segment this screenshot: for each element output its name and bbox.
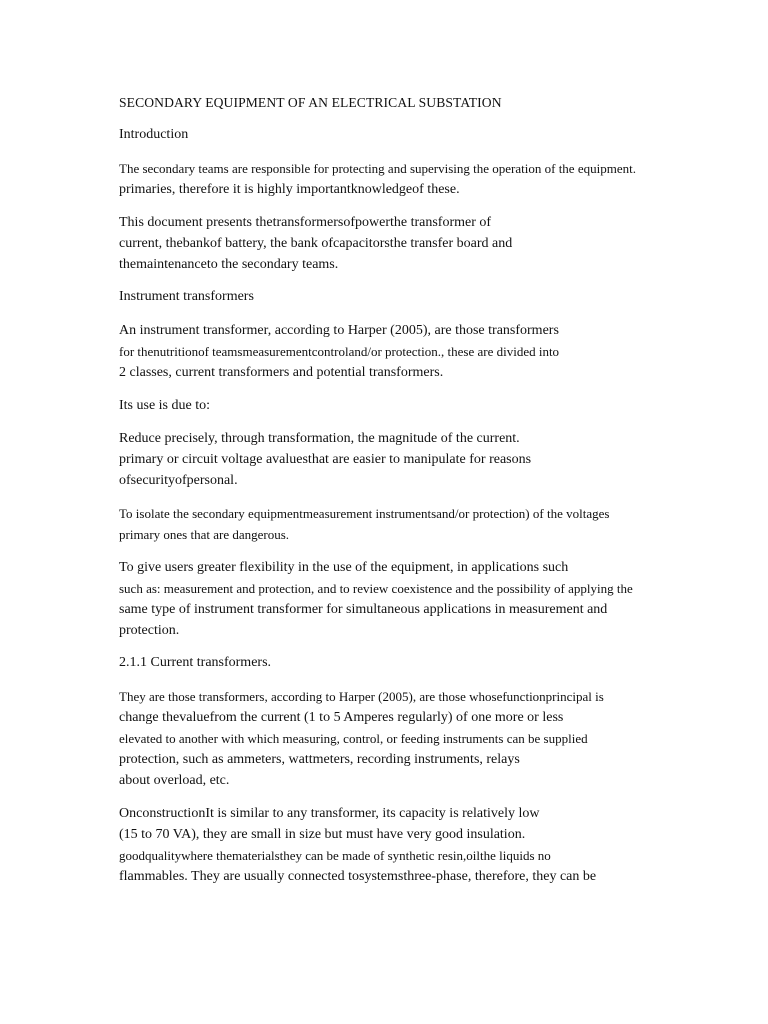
paragraph-line: ofsecurityofpersonal. [119,473,238,488]
paragraph-line: (15 to 70 VA), they are small in size but must have very good insulation. [119,827,526,842]
section-heading-current-transformers: 2.1.1 Current transformers. [119,655,272,670]
paragraph-5 [119,428,709,491]
paragraph-8 [119,686,709,791]
paragraph-line: primaries, therefore it is highly importantknowledgeof these. [119,182,460,197]
paragraph-line: 2 classes, current transformers and potential transformers. [119,365,444,380]
paragraph-6 [119,503,709,545]
paragraph-2 [119,212,709,275]
paragraph-line: protection. [119,623,180,638]
paragraph-9 [119,803,709,887]
paragraph-line: such as: measurement and protection, and to review coexistence and the possibility of applying the [119,581,633,596]
paragraph-line: primary ones that are dangerous. [119,527,290,542]
section-heading-introduction: Introduction [119,127,189,142]
paragraph-line: Reduce precisely, through transformation, the magnitude of the current. [119,431,520,446]
document-body [119,94,709,899]
paragraph-line: To give users greater flexibility in the use of the equipment, in applications such [119,560,569,575]
paragraph-line: The secondary teams are responsible for protecting and supervising the operation of the equipment. [119,161,636,176]
paragraph-line: primary or circuit voltage avaluesthat are easier to manipulate for reasons [119,452,532,467]
paragraph-line: Its use is due to: [119,398,210,413]
document-title: SECONDARY EQUIPMENT OF AN ELECTRICAL SUBSTATION [119,95,502,110]
paragraph-line: They are those transformers, according to Harper (2005), are those whosefunctionprincipal is [119,689,604,704]
paragraph-line: for thenutritionof teamsmeasurementcontroland/or protection., these are divided into [119,344,560,359]
paragraph-line: OnconstructionIt is similar to any transformer, its capacity is relatively low [119,806,540,821]
paragraph-4 [119,395,709,416]
paragraph-line: To isolate the secondary equipmentmeasurement instrumentsand/or protection) of the voltages [119,506,610,521]
paragraph-line: An instrument transformer, according to Harper (2005), are those transformers [119,323,559,338]
paragraph-line: themaintenanceto the secondary teams. [119,257,339,272]
paragraph-1 [119,158,709,200]
paragraph-line: goodqualitywhere thematerialsthey can be made of synthetic resin,oilthe liquids no [119,848,551,863]
paragraph-line: elevated to another with which measuring, control, or feeding instruments can be supplied [119,731,588,746]
paragraph-line: This document presents thetransformersofpowerthe transformer of [119,215,492,230]
paragraph-line: change thevaluefrom the current (1 to 5 Amperes regularly) of one more or less [119,710,564,725]
paragraph-7 [119,557,709,641]
paragraph-line: flammables. They are usually connected tosystemsthree-phase, therefore, they can be [119,869,597,884]
section-heading-instrument-transformers: Instrument transformers [119,289,254,304]
paragraph-line: protection, such as ammeters, wattmeters, recording instruments, relays [119,752,520,767]
paragraph-3 [119,320,709,383]
paragraph-line: current, thebankof battery, the bank ofcapacitorsthe transfer board and [119,236,513,251]
paragraph-line: same type of instrument transformer for simultaneous applications in measurement and [119,602,608,617]
paragraph-line: about overload, etc. [119,773,230,788]
